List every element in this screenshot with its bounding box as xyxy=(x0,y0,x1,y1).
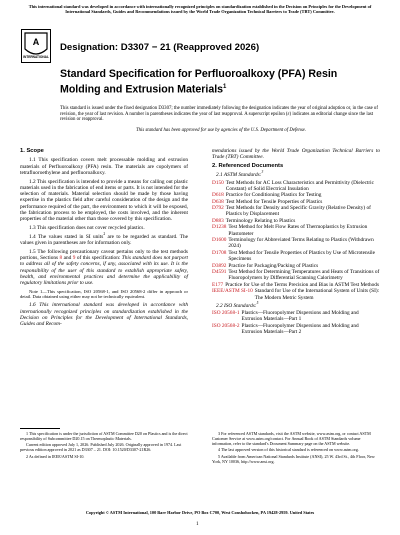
reference-title: Test Methods for AC Loss Characteristics and Permittivity (Dielectric Constant) of Solid Electrical Insulation xyxy=(225,179,374,192)
reference-title: Standard for Use of the International System of Units (SI): The Modern Metric System xyxy=(254,288,380,301)
svg-text:A: A xyxy=(32,37,40,47)
reference-title: Practice for Use of the Terms Precision and Bias in ASTM Test Methods xyxy=(225,281,380,288)
para-1-1: 1.1 This specification covers melt processable molding and extrusion materials of Perfluoroalkoxy (PFA) resin. The materials are copolymers of tetrafluoroethylene and perfluoroalkoxy. xyxy=(20,157,188,176)
reference-code-link[interactable]: D1600 xyxy=(212,237,227,244)
dod-approval-note: This standard has been approved for use by agencies of the U.S. Department of Defense. xyxy=(135,128,307,133)
iso-reference-list xyxy=(212,310,380,335)
section-referenced-docs-heading: 2. Referenced Documents xyxy=(212,162,284,169)
footnote: 2 As defined in IEEE/ASTM SI-10. xyxy=(26,453,85,459)
footnotes-left xyxy=(20,432,188,461)
reference-code-link[interactable]: D4591 xyxy=(212,269,227,276)
footnote: 5 Available from American National Standards Institute (ANSI), 25 W. 43rd St., 4th Floor, New York, NY 10036, http://www.ansi.org. xyxy=(212,453,375,464)
right-column xyxy=(212,148,380,335)
footnote: 4 The last approved version of this historical standard is referenced on www.astm.org. xyxy=(218,447,359,453)
reference-code-link[interactable]: D618 xyxy=(212,192,224,199)
section-scope-heading: 1. Scope xyxy=(20,148,44,154)
reference-item xyxy=(212,288,380,300)
svg-text:INTERNATIONAL: INTERNATIONAL xyxy=(23,55,49,59)
reference-code-link[interactable]: IEEE/ASTM SI-10 xyxy=(212,288,253,295)
reference-item xyxy=(212,263,380,269)
designation: Designation: D3307 − 21 (Reapproved 2026) xyxy=(60,42,260,53)
reference-title: Test Methods for Density and Specific Gravity (Relative Density) of Plastics by Displacement xyxy=(225,205,371,218)
intro-paragraph: This standard is issued under the fixed designation D3307; the number immediately following the designation indicates the year of original adoption or, in the case of revision, the year of last revision. A number in parentheses indicates the year of last reapproval. A superscript epsilon (ε) indicates an editorial change since the last revision or reapproval. xyxy=(60,106,378,123)
para-1-2: 1.2 This specification is intended to provide a means for calling out plastic materials used in the fabrication of end items or parts. It is not intended for the selection of materials. Material selection should be made by those having expertise in the plastics field after careful consideration of the design and the performance required of the part, the environment to which it will be exposed, the fabrication process to be employed, the costs involved, and the inherent properties of the material other than those covered by this specification. xyxy=(20,178,188,223)
footnote-rule-left xyxy=(20,428,60,429)
astm-standards-subheading: 2.1 ASTM Standards:$^3$ xyxy=(216,170,264,179)
footnote-ref-2[interactable]: 2 xyxy=(103,231,106,236)
para-1-3: 1.3 This specification does not cover recycled plastics. xyxy=(29,225,145,232)
para-1-6: 1.6 This international standard was developed in accordance with internationally recognized principles on standardization established in the Decision on Principles for the Development of International Standards, Guides and Recom- xyxy=(20,302,188,328)
reference-item xyxy=(212,310,380,322)
document-title xyxy=(60,68,360,96)
footnote: 3 For referenced ASTM standards, visit the ASTM website, www.astm.org, or contact ASTM Customer Service at www.astm.org/contact. For Annual Book of ASTM Standards volume information, refer to the standard's Document Summary page on the ASTM website. xyxy=(212,431,371,446)
astm-reference-list xyxy=(212,180,380,301)
astm-logo xyxy=(21,29,51,63)
reference-item xyxy=(212,192,380,198)
reference-code-link[interactable]: D1708 xyxy=(212,249,227,256)
reference-code-link[interactable]: D638 xyxy=(212,198,224,205)
section-9-link[interactable]: 9 xyxy=(72,255,76,262)
para-1-4: 1.4 The values stated in SI units$^2$ are to be regarded as standard. The values given in parentheses are for information only. xyxy=(20,231,188,247)
reference-code-link[interactable]: D1238 xyxy=(212,224,227,231)
footnote: Current edition approved July 1, 2026. Published July 2026. Originally approved in 1974. Last previous edition approved in 2021 as D3307 – 21. DOI: 10.1520/D3307-21R26. xyxy=(20,442,182,453)
reference-title: Plastics—Fluoropolymer Dispersions and Molding and Extrusion Materials—Part 1 xyxy=(241,310,359,323)
reference-item xyxy=(212,250,380,262)
reference-item xyxy=(212,237,380,249)
reference-title: Terminology for Abbreviated Terms Relating to Plastics (Withdrawn 2024) xyxy=(228,237,374,250)
reference-code-link[interactable]: ISO 20568-1 xyxy=(212,310,240,316)
copyright-footer: Copyright © ASTM International, 100 Barr Harbor Drive, PO Box C700, West Conshohocken, PA 19428-2959. United States xyxy=(85,510,315,515)
reference-title: Terminology Relating to Plastics xyxy=(225,217,296,224)
iso-standards-subheading: 2.2 ISO Standards:$^5$ xyxy=(216,300,259,309)
reference-item xyxy=(212,180,380,192)
reference-title: Test Method for Tensile Properties of Plastics by Use of Microtensile Specimens xyxy=(228,249,375,263)
reference-code-link[interactable]: E177 xyxy=(212,281,224,288)
note-1: Note 1—This specification, ISO 20568-1, and ISO 20568-2 differ in approach or detail. Data obtained using either may not be technically equivalent. xyxy=(20,288,188,300)
wto-notice: This international standard was developed in accordance with internationally recognized principles on standardization established in the Decision on Principles for the Development of International Standards, Guides and Recommendations issued by the World Trade Organization Technical Barriers to Trade (TBT) Committee. xyxy=(28,4,372,15)
footnote-ref-5[interactable]: 5 xyxy=(256,300,259,305)
reference-code-link[interactable]: ISO 20568-2 xyxy=(212,322,240,329)
para-1-5: 1.5 The following precautionary caveat pertains only to the test methods portions, Sections 8 and 9 of this specification: This standard does not purport to address all of the safety concerns, if any, associated with its use. It is the responsibility of the user of this standard to establish appropriate safety, health, and environmental practices and determine the applicability of regulatory limitations prior to use. xyxy=(20,248,188,287)
reference-title: Practice for Packaging/Packing of Plastics xyxy=(228,262,319,269)
section-8-link[interactable]: 8 xyxy=(59,255,63,262)
reference-code-link[interactable]: D792 xyxy=(212,205,224,212)
footnotes-right xyxy=(212,432,380,466)
reference-title: Plastics—Fluoropolymer Dispersions and Molding and Extrusion Materials—Part 2 xyxy=(241,322,359,335)
title-footnote-ref[interactable]: 1 xyxy=(223,83,227,90)
reference-code-link[interactable]: D883 xyxy=(212,217,224,224)
reference-item xyxy=(212,269,380,281)
footnote: 1 This specification is under the jurisdiction of ASTM Committee D20 on Plastics and is the direct responsibility of Subcommittee D20.15 on Thermoplastic Materials. xyxy=(20,431,188,441)
title-text: Standard Specification for Perfluoroalkoxy (PFA) Resin Molding and Extrusion Materials xyxy=(60,68,338,96)
reference-title: Practice for Conditioning Plastics for Testing xyxy=(225,192,322,199)
reference-title: Test Method for Melt Flow Rates of Thermoplastics by Extrusion Plastometer xyxy=(228,224,368,237)
reference-item xyxy=(212,205,380,217)
reference-code-link[interactable]: D150 xyxy=(212,179,224,186)
left-column xyxy=(20,148,188,330)
reference-title: Test Method for Tensile Properties of Plastics xyxy=(225,198,323,205)
para-1-6-continued: mendations issued by the World Trade Organization Technical Barriers to Trade (TBT) Committee. xyxy=(212,148,380,161)
footnote-ref-3[interactable]: 3 xyxy=(261,170,264,175)
reference-item xyxy=(212,224,380,236)
reference-title: Test Method for Determining Temperatures and Heats of Transitions of Fluoropolymers by Differential Scanning Calorimetry xyxy=(228,269,380,282)
reference-item xyxy=(212,323,380,335)
page-number: 1 xyxy=(196,521,199,527)
reference-code-link[interactable]: D3892 xyxy=(212,262,227,269)
